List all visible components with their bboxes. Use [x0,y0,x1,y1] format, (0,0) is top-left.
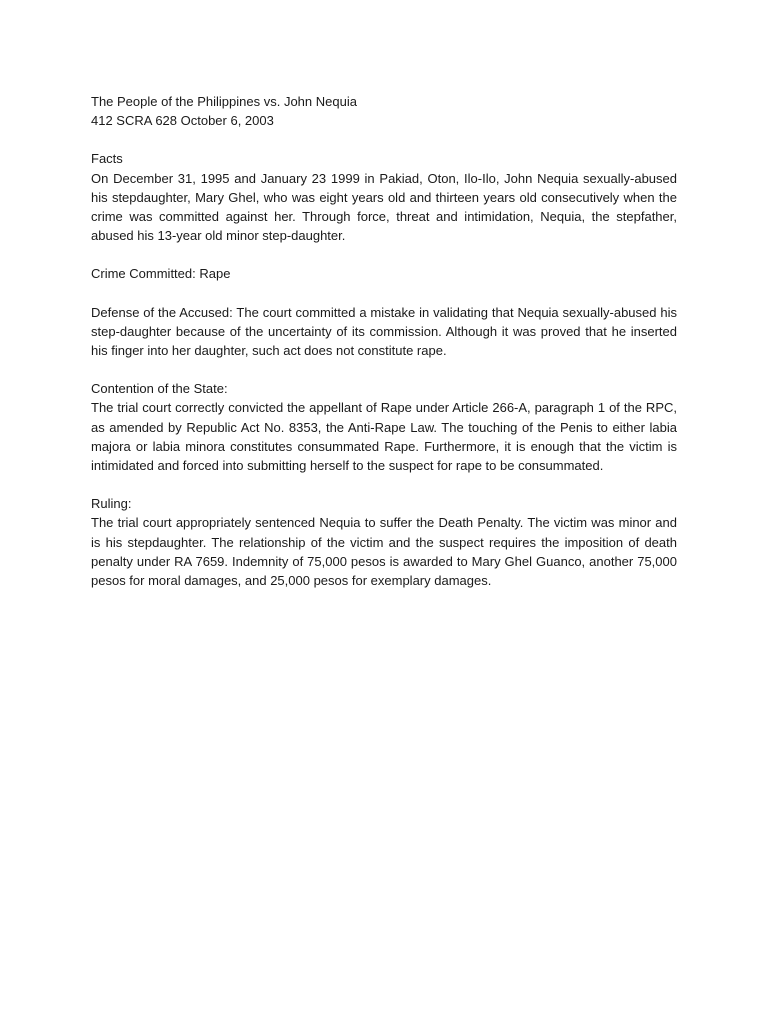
document-title: The People of the Philippines vs. John Nequia [91,94,357,109]
spacer [91,130,677,149]
spacer [91,245,677,264]
crime-committed: Crime Committed: Rape [91,266,231,282]
defense-paragraph [91,303,677,361]
facts-paragraph: On December 31, 1995 and January 23 1999 in Pakiad, Oton, Ilo-Ilo, John Nequia sexually-abused his stepdaughter, Mary Ghel, who was eight years old and thirteen years old consecutively when the crime was committed against her. Through force, threat and intimidation, Nequia, the stepfather, abused his 13-year old minor step-daughter. [91,170,677,244]
case-citation: 412 SCRA 628 October 6, 2003 [91,113,274,129]
document-page [91,92,677,590]
spacer [91,360,677,379]
contention-heading: Contention of the State: [91,381,228,397]
spacer [91,475,677,494]
defense-label: Defense of the Accused: [91,304,233,320]
contention-paragraph: The trial court correctly convicted the appellant of Rape under Article 266-A, paragraph 1 of the RPC, as amended by Republic Act No. 8353, the Anti-Rape Law. The touching of the Penis to either labia majora or labia minora constitutes consummated Rape. Furthermore, it is enough that the victim is intimidated and forced into submitting herself to the suspect for rape to be consummated. [91,400,677,474]
ruling-heading: Ruling: [91,496,132,512]
ruling-paragraph: The trial court appropriately sentenced Nequia to suffer the Death Penalty. The victim was minor and is his stepdaughter. The relationship of the victim and the suspect requires the imposition of death penalty under RA 7659. Indemnity of 75,000 pesos is awarded to Mary Ghel Guanco, another 75,000 pesos for moral damages, and 25,000 pesos for exemplary damages. [91,515,677,589]
defense-text: The court committed a mistake in validating that Nequia sexually-abused his step-daughter because of the uncertainty of its commission. Although it was proved that he inserted his finger into her daughter, such act does not constitute rape. [91,304,677,359]
spacer [91,284,677,303]
facts-heading: Facts [91,151,123,167]
